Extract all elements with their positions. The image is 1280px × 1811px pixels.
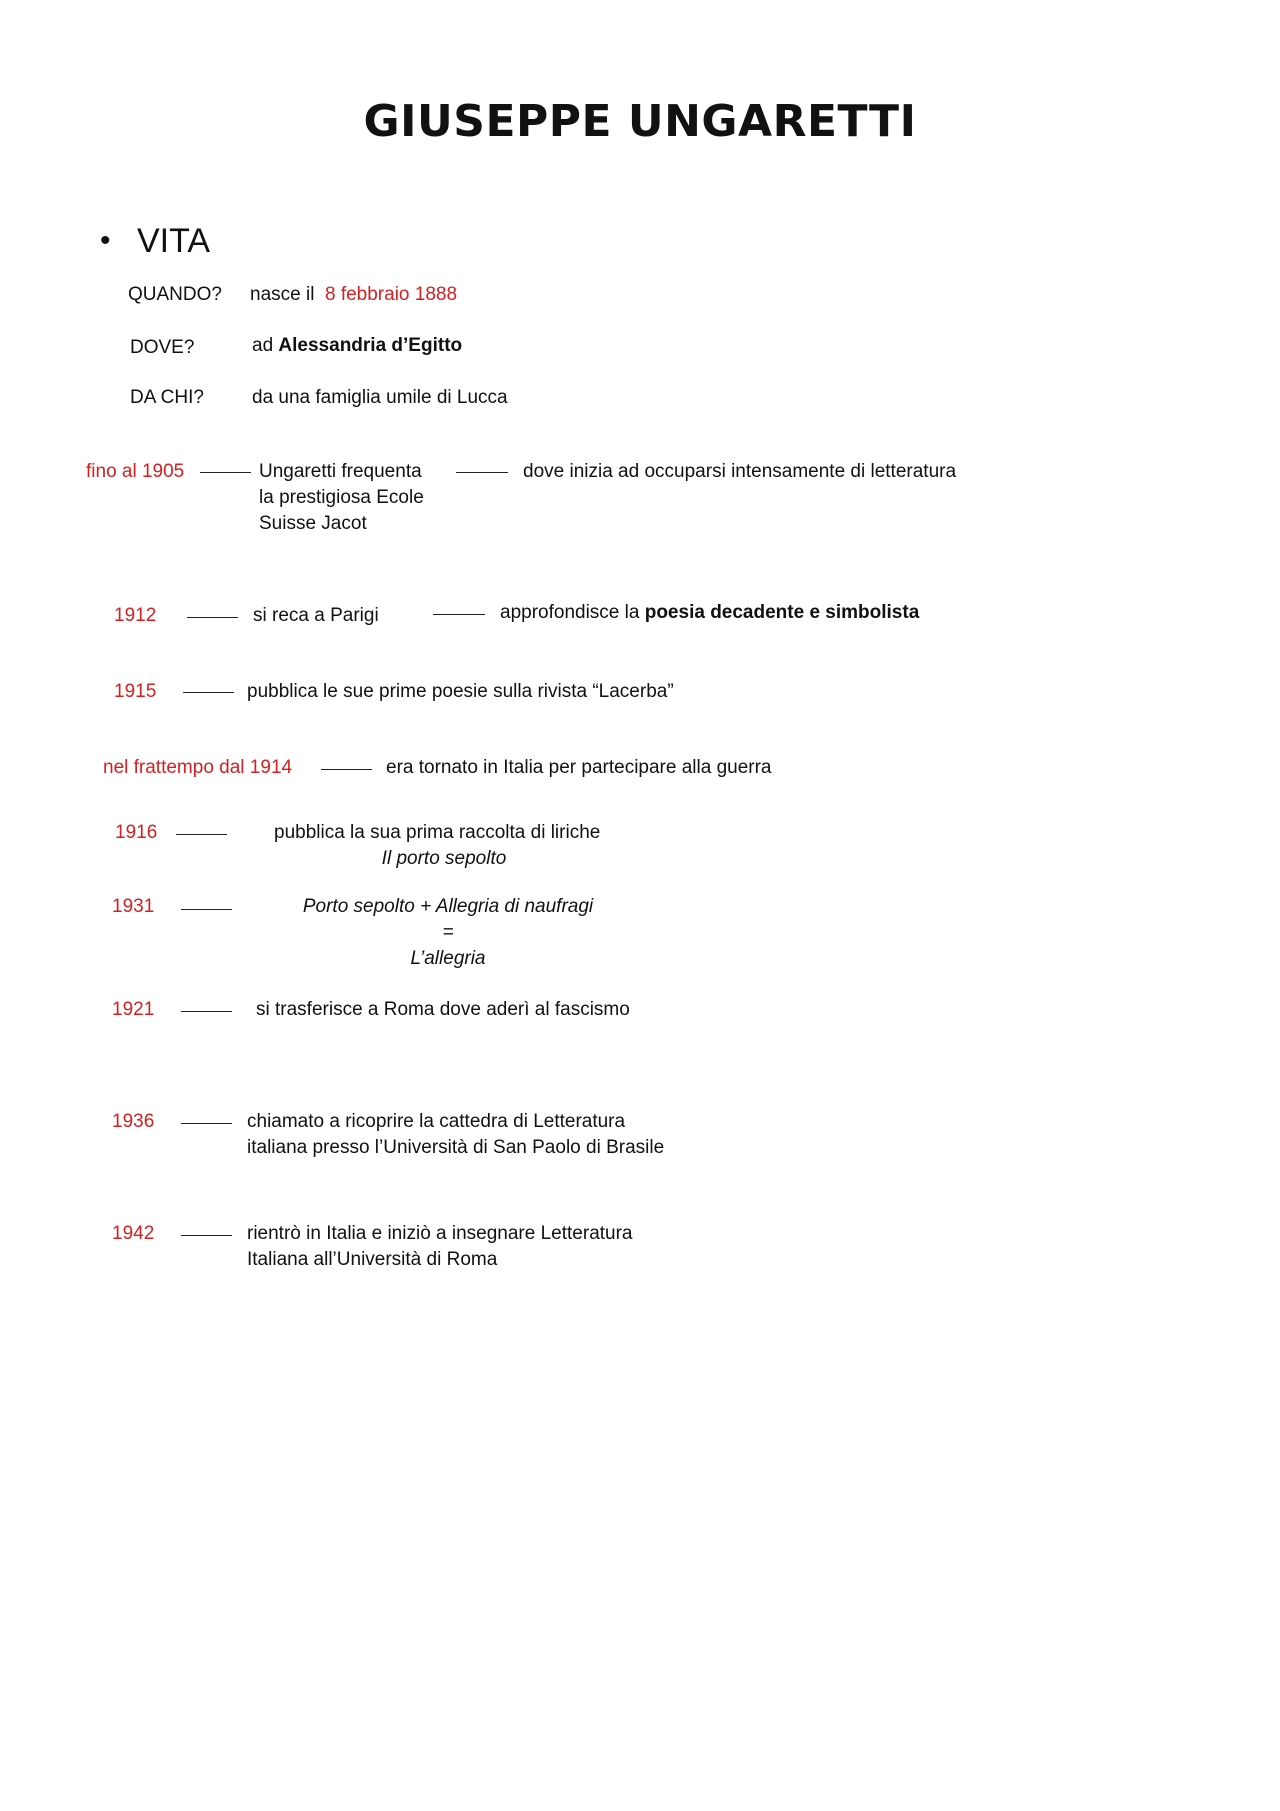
section-bullet: • <box>100 224 111 257</box>
timeline-text-line: Suisse Jacot <box>259 513 367 534</box>
dash-connector <box>183 692 234 693</box>
timeline-date: 1936 <box>112 1111 155 1132</box>
timeline-date: 1942 <box>112 1223 155 1244</box>
equation-equals: = <box>442 922 454 943</box>
dash-connector <box>456 472 508 473</box>
dash-connector <box>433 614 485 615</box>
quando-prefix: nasce il <box>250 284 315 305</box>
timeline-text: si trasferisce a Roma dove aderì al fascismo <box>256 999 630 1020</box>
timeline-text-line: italiana presso l’Università di San Paolo di Brasile <box>247 1137 665 1158</box>
quando-date: 8 febbraio 1888 <box>324 284 458 305</box>
dash-connector <box>200 472 251 473</box>
dove-place: Alessandria d’Egitto <box>278 335 463 356</box>
dash-connector <box>176 834 227 835</box>
equation-line <box>248 946 648 972</box>
dove-text <box>252 333 462 359</box>
timeline-date: 1921 <box>112 999 155 1020</box>
dash-connector <box>187 617 238 618</box>
result-bold: poesia decadente e simbolista <box>644 602 920 623</box>
timeline-text: era tornato in Italia per partecipare alla guerra <box>386 757 772 778</box>
section-heading: VITA <box>137 222 211 260</box>
equation-operands: Porto sepolto + Allegria di naufragi <box>302 896 594 917</box>
dash-connector <box>181 1235 232 1236</box>
timeline-date: 1931 <box>112 896 155 917</box>
timeline-text-line: rientrò in Italia e iniziò a insegnare Letteratura <box>247 1223 633 1244</box>
dash-connector <box>181 909 232 910</box>
dash-connector <box>321 769 372 770</box>
work-title <box>344 846 544 872</box>
timeline-text-line: la prestigiosa Ecole <box>259 487 424 508</box>
equation-result: L’allegria <box>410 948 486 969</box>
dash-connector <box>181 1123 232 1124</box>
timeline-text-line: chiamato a ricoprire la cattedra di Letteratura <box>247 1111 626 1132</box>
timeline-text: pubblica le sue prime poesie sulla rivista “Lacerba” <box>247 681 674 702</box>
timeline-date: 1915 <box>114 681 157 702</box>
timeline-date: fino al 1905 <box>86 461 185 482</box>
quando-label: QUANDO? <box>128 284 222 305</box>
timeline-text-line: Italiana all’Università di Roma <box>247 1249 498 1270</box>
timeline-date: 1916 <box>115 822 158 843</box>
result-prefix: approfondisce la <box>500 602 640 623</box>
timeline-text: pubblica la sua prima raccolta di liriche <box>274 822 601 843</box>
dachi-label: DA CHI? <box>130 387 204 408</box>
timeline-date: 1912 <box>114 605 157 626</box>
equation-line <box>248 920 648 946</box>
work-title-text: Il porto sepolto <box>381 848 507 869</box>
page-title: GIUSEPPE UNGARETTI <box>363 96 917 147</box>
quando-text <box>250 282 457 308</box>
dachi-text: da una famiglia umile di Lucca <box>252 387 508 408</box>
timeline-result: dove inizia ad occuparsi intensamente di letteratura <box>523 461 957 482</box>
timeline-text: si reca a Parigi <box>253 605 379 626</box>
equation-line <box>248 894 648 920</box>
dove-label: DOVE? <box>130 337 195 358</box>
timeline-text-line: Ungaretti frequenta <box>259 461 422 482</box>
timeline-date: nel frattempo dal 1914 <box>103 757 293 778</box>
dash-connector <box>181 1011 232 1012</box>
timeline-result <box>500 600 919 626</box>
dove-prefix: ad <box>252 335 274 356</box>
